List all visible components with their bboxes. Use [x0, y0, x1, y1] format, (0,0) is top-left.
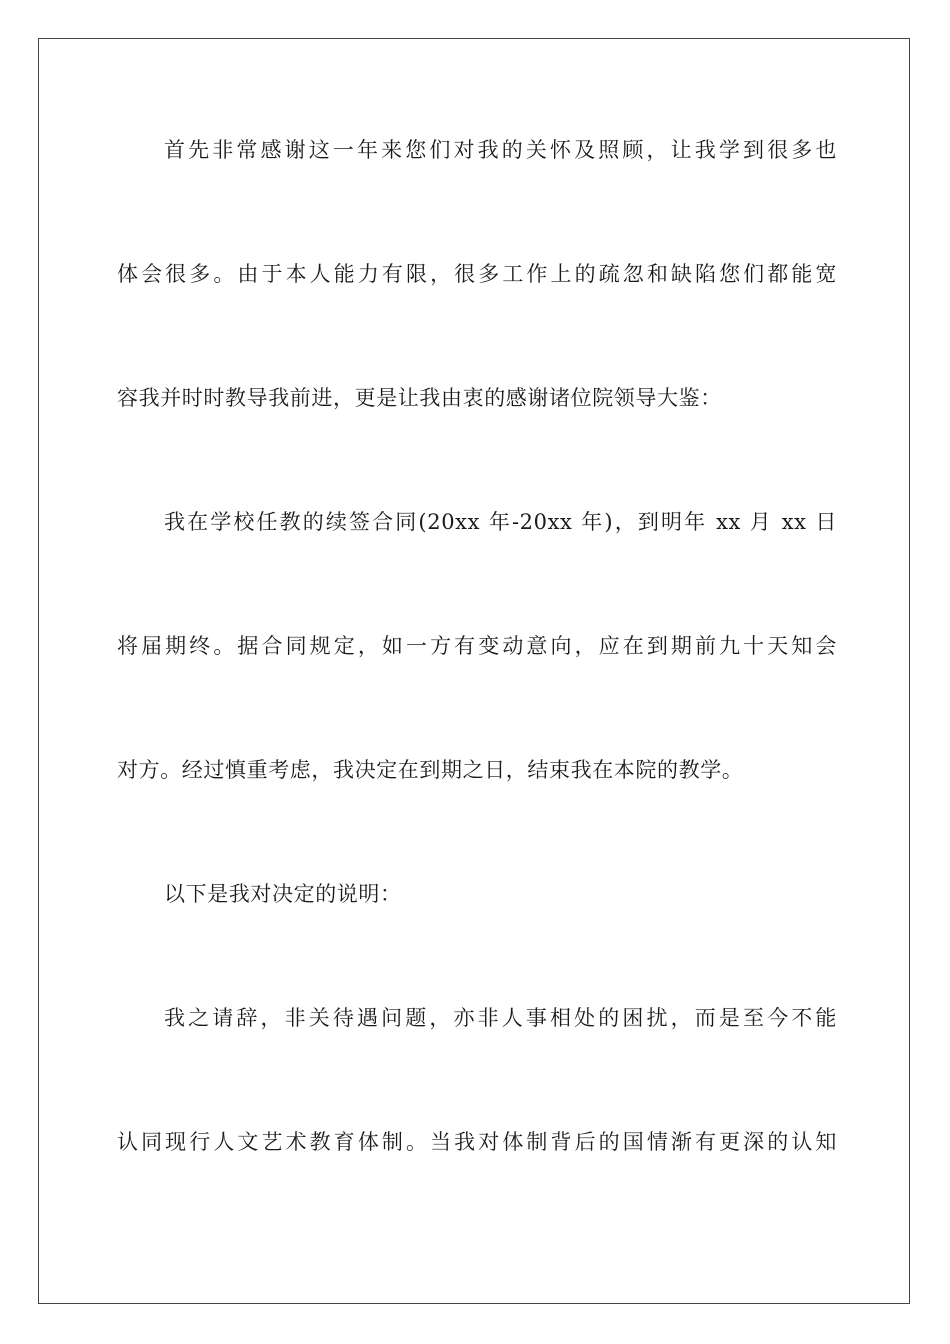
page-border: [38, 38, 910, 1304]
text-line-1: 首先非常感谢这一年来您们对我的关怀及照顾，让我学到很多也: [164, 138, 837, 162]
text-line-7: 以下是我对决定的说明：: [164, 882, 402, 906]
text-line-9: 认同现行人文艺术教育体制。当我对体制背后的国情渐有更深的认知: [117, 1130, 837, 1154]
text-line-3: 容我并时时教导我前进，更是让我由衷的感谢诸位院领导大鉴：: [117, 386, 722, 410]
text-line-2: 体会很多。由于本人能力有限，很多工作上的疏忽和缺陷您们都能宽: [117, 262, 837, 286]
text-line-8: 我之请辞，非关待遇问题，亦非人事相处的困扰，而是至今不能: [164, 1006, 837, 1030]
text-line-6: 对方。经过慎重考虑，我决定在到期之日，结束我在本院的教学。: [117, 758, 744, 782]
text-line-4: 我在学校任教的续签合同(20xx 年-20xx 年)，到明年 xx 月 xx 日: [164, 510, 837, 534]
text-line-5: 将届期终。据合同规定，如一方有变动意向，应在到期前九十天知会: [117, 634, 837, 658]
